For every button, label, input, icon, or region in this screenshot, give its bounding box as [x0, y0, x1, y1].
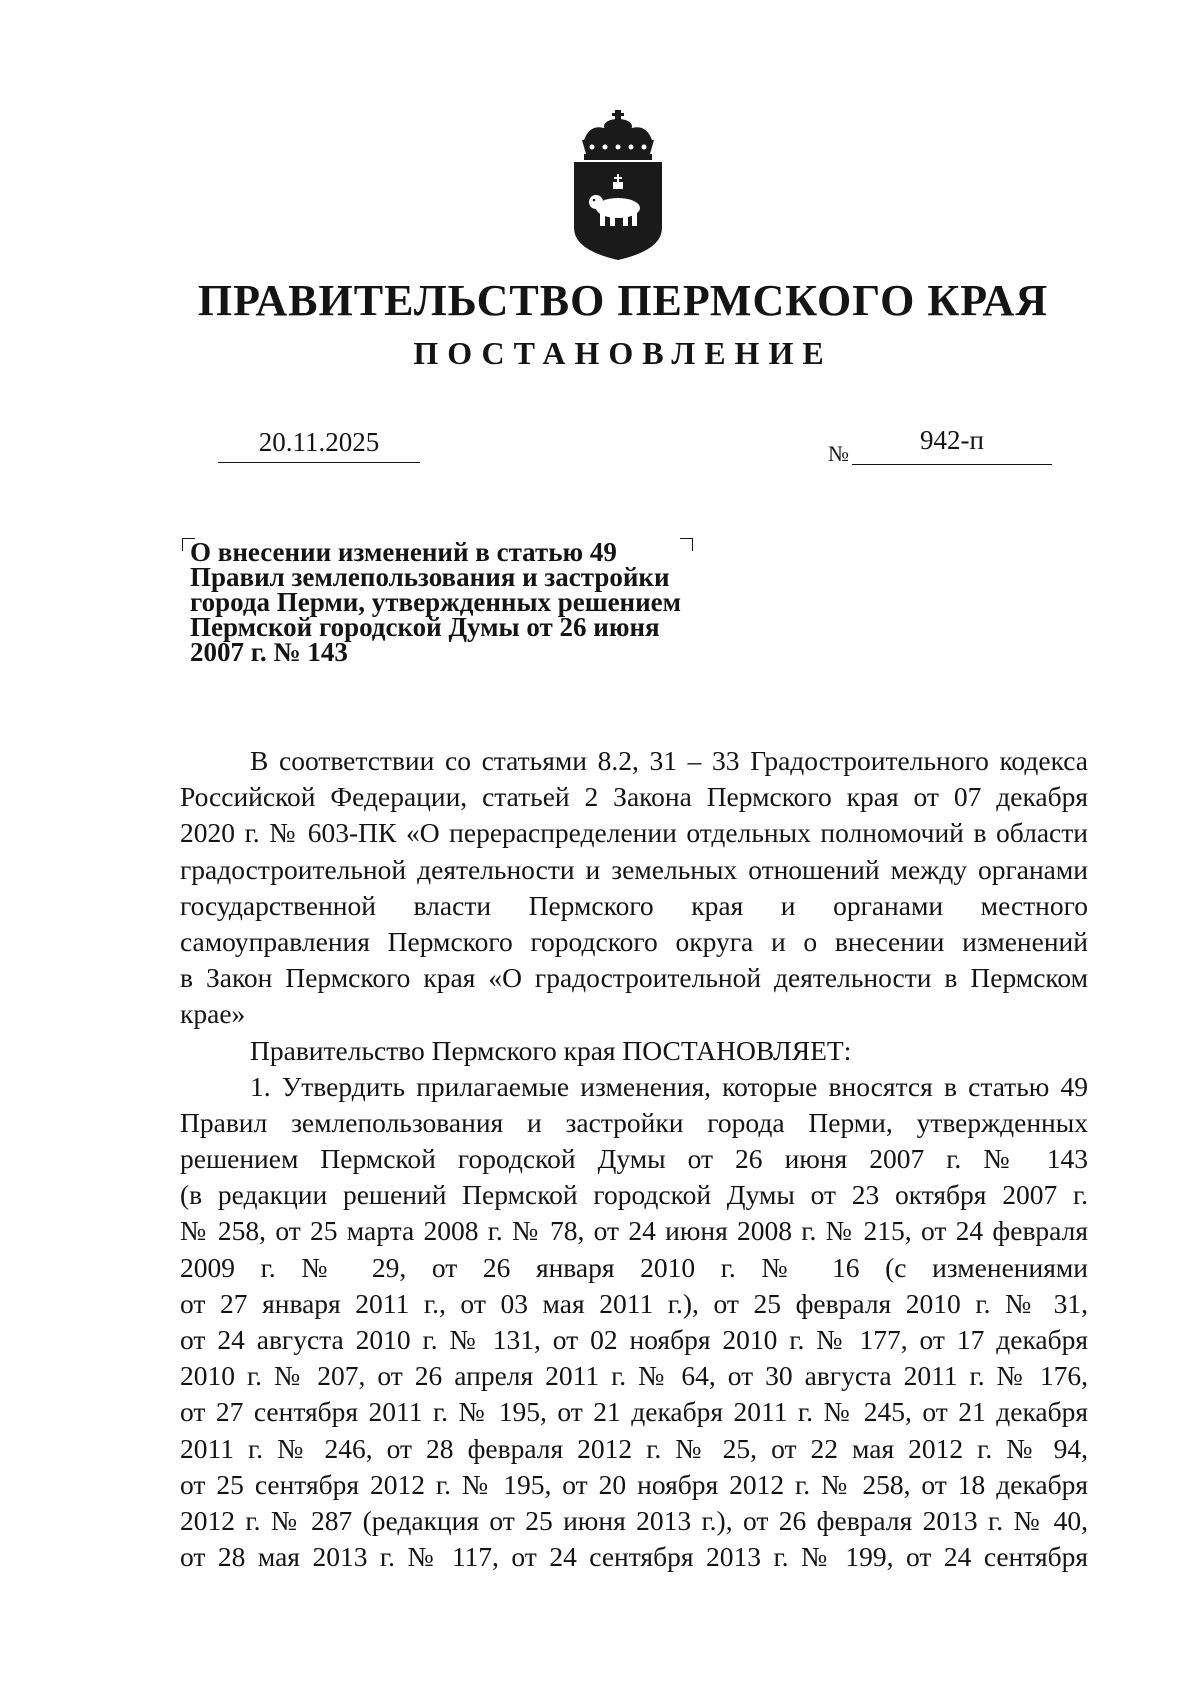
item-line: Правил землепользования и застройки города Перми, утвержденных — [180, 1106, 1088, 1138]
number-sign: № — [828, 441, 849, 466]
subject-line: города Перми, утвержденных решением — [190, 587, 682, 617]
document-number: 942-п — [852, 422, 1052, 465]
item-line: 1. Утвердить прилагаемые изменения, которые вносятся в статью 49 — [250, 1070, 1088, 1102]
item-line: от 28 мая 2013 г. № 117, от 24 сентября 2013 г. № 199, от 24 сентября — [180, 1541, 1088, 1573]
organization-title: ПРАВИТЕЛЬСТВО ПЕРМСКОГО КРАЯ — [197, 276, 1049, 325]
document-body — [180, 743, 1088, 1575]
preamble-line: В соответствии со статьями 8.2, 31 – 33 Градостроительного кодекса — [250, 745, 1088, 776]
document-subject — [190, 537, 710, 667]
subject-line: О внесении изменений в статью 49 — [190, 537, 617, 567]
item-line: решением Пермской городской Думы от 26 июня 2007 г. № 143 — [180, 1143, 1088, 1175]
crown-icon — [582, 110, 654, 160]
resolves-line: Правительство Пермского края ПОСТАНОВЛЯЕТ: — [250, 1034, 852, 1066]
preamble-line: градостроительной деятельности и земельных отношений между органами — [180, 853, 1088, 885]
preamble-line: крае» — [180, 998, 246, 1030]
item-line: № 258, от 25 марта 2008 г. № 78, от 24 июня 2008 г. № 215, от 24 февраля — [180, 1215, 1088, 1247]
coat-of-arms-emblem — [568, 110, 668, 262]
subject-line: Правил землепользования и застройки — [190, 562, 670, 592]
preamble-line: Российской Федерации, статьей 2 Закона Пермского края от 07 декабря — [180, 781, 1088, 813]
item-line: 2010 г. № 207, от 26 апреля 2011 г. № 64, от 30 августа 2011 г. № 176, — [180, 1360, 1088, 1392]
subject-line: Пермской городской Думы от 26 июня — [190, 612, 660, 642]
item-line: от 27 января 2011 г., от 03 мая 2011 г.), от 25 февраля 2010 г. № 31, — [180, 1287, 1088, 1319]
item-line: (в редакции решений Пермской городской Думы от 23 октября 2007 г. — [180, 1179, 1088, 1211]
preamble-line: самоуправления Пермского городского округа и о внесении изменений — [180, 925, 1088, 957]
document-date: 20.11.2025 — [218, 422, 420, 463]
item-line: от 25 сентября 2012 г. № 195, от 20 ноября 2012 г. № 258, от 18 декабря — [180, 1468, 1088, 1500]
preamble-line: 2020 г. № 603-ПК «О перераспределении отдельных полномочий в области — [180, 817, 1088, 849]
preamble-line: в Закон Пермского края «О градостроительной деятельности в Пермском — [180, 962, 1088, 994]
document-type: ПОСТАНОВЛЕНИЕ — [413, 335, 833, 371]
item-line: 2009 г. № 29, от 26 января 2010 г. № 16 (с изменениями — [180, 1251, 1088, 1283]
subject-line: 2007 г. № 143 — [190, 637, 348, 667]
item-line: 2011 г. № 246, от 28 февраля 2012 г. № 25, от 22 мая 2012 г. № 94, — [180, 1432, 1088, 1464]
item-line: от 24 августа 2010 г. № 131, от 02 ноября 2010 г. № 177, от 17 декабря — [180, 1324, 1088, 1355]
item-line: от 27 сентября 2011 г. № 195, от 21 декабря 2011 г. № 245, от 21 декабря — [180, 1396, 1088, 1428]
item-line: 2012 г. № 287 (редакция от 25 июня 2013 г.), от 26 февраля 2013 г. № 40, — [180, 1504, 1088, 1536]
preamble-line: государственной власти Пермского края и органами местного — [180, 889, 1088, 921]
